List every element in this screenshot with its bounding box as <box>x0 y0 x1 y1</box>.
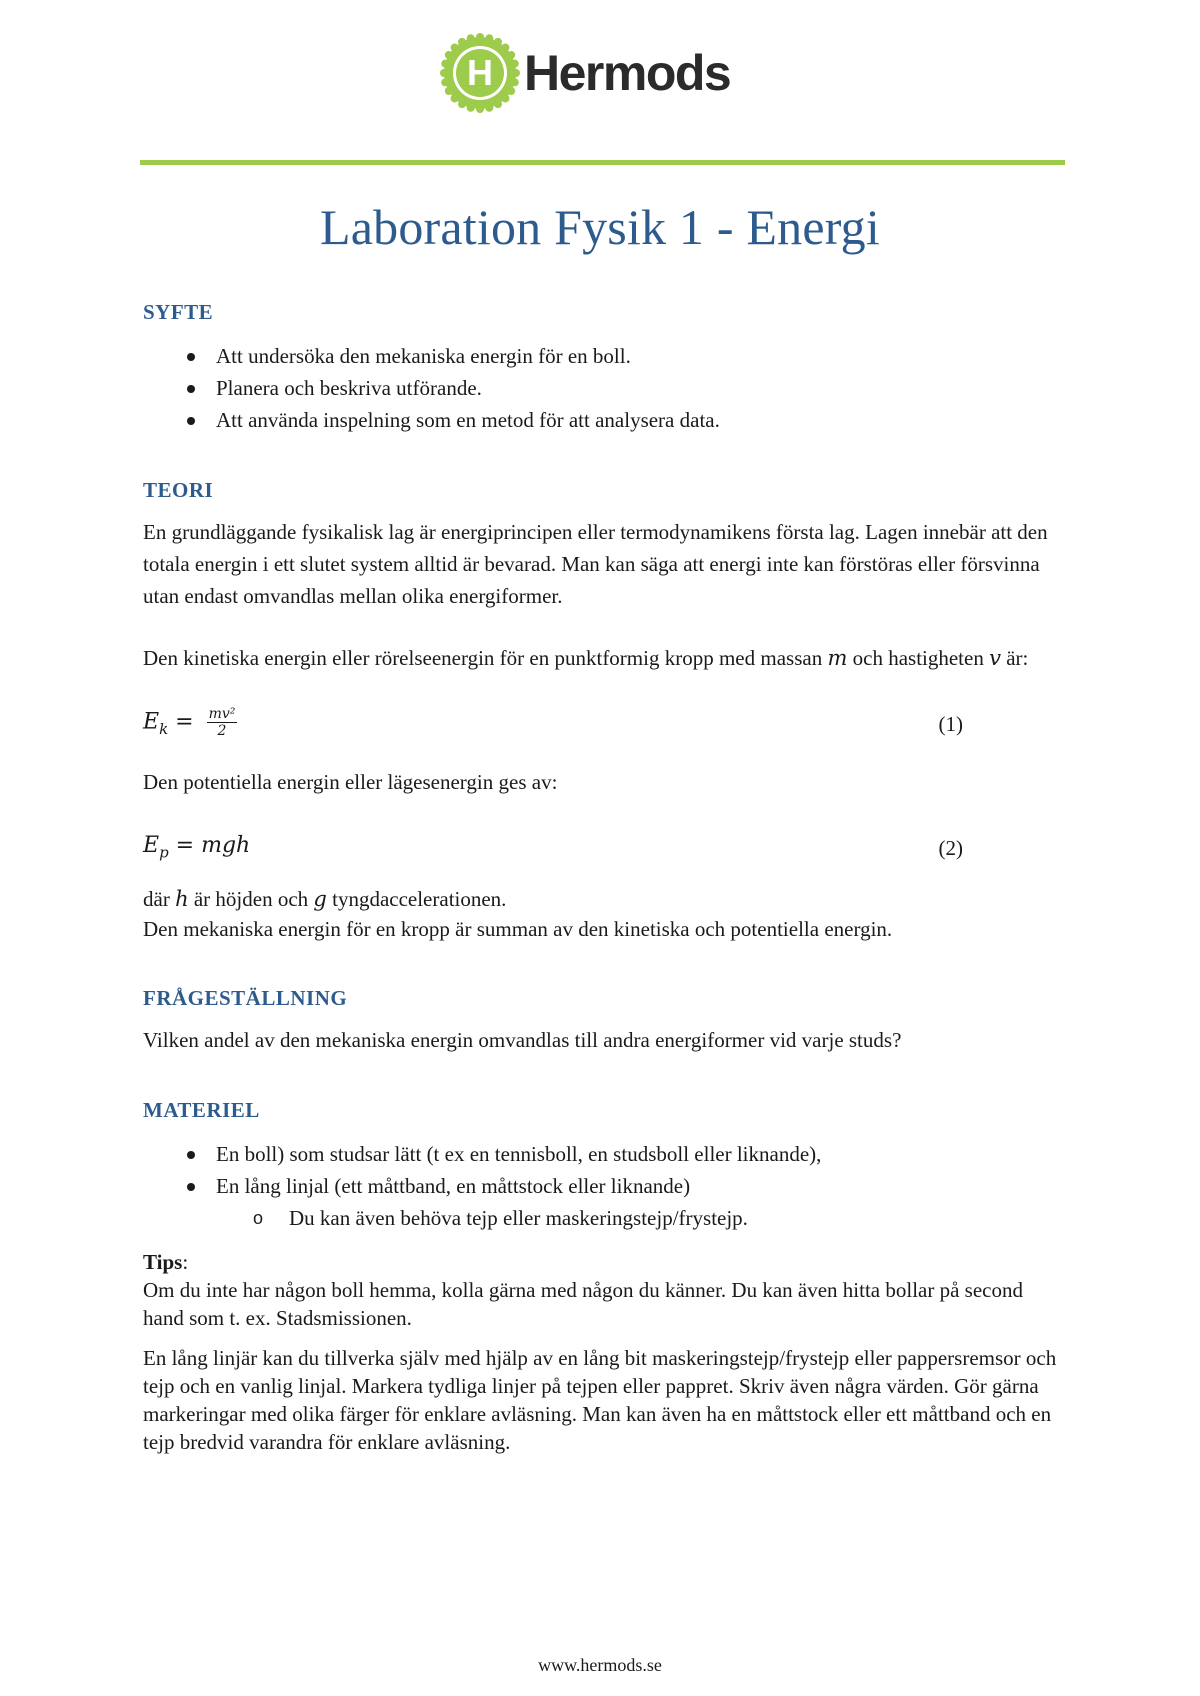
list-item: o Du kan även behöva tejp eller maskeringstejp/frystejp. <box>143 1202 1063 1234</box>
tips-heading: Tips: <box>143 1250 189 1274</box>
teori-paragraph-4: där h är höjden och g tyngdaccelerationen. <box>143 887 507 911</box>
list-item: Att använda inspelning som en metod för att analysera data. <box>143 404 1063 436</box>
heading-fragestallning: FRÅGESTÄLLNING <box>143 986 348 1010</box>
list-item: En boll) som studsar lätt (t ex en tennisboll, en studsboll eller liknande), <box>143 1138 1063 1170</box>
equation-kinetic: $E_k$ = $\frac{\text{mv²}}{2}$ (1) <box>143 706 963 739</box>
heading-syfte: SYFTE <box>143 300 214 324</box>
document-body <box>143 296 1063 1456</box>
hermods-wordmark: Hermods <box>524 45 731 101</box>
document-title: Laboration Fysik 1 - Energi <box>320 199 880 255</box>
list-item: Att undersöka den mekaniska energin för en boll. <box>143 340 1063 372</box>
heading-materiel: MATERIEL <box>143 1098 260 1122</box>
tips-paragraph-2: En lång linjär kan du tillverka själv med hjälp av en lång bit maskeringstejp/frystejp eller pappersremsor och tejp och en vanlig linjal. Markera tydliga linjer på tejpen eller pappret. Skriv även några värden. Gör gärna markeringar med olika färger för enklare avläsning. Man kan även ha en måttstock eller ett måttband och en tejp bredvid varandra för enklare avläsning. <box>143 1346 1057 1454</box>
header-rule <box>140 160 1065 165</box>
teori-paragraph-3: Den potentiella energin eller lägesenergin ges av: <box>143 770 558 794</box>
fragestallning-text: Vilken andel av den mekaniska energin omvandlas till andra energiformer vid varje studs? <box>143 1028 902 1052</box>
symbol-h: h <box>175 887 189 911</box>
heading-teori: TEORI <box>143 478 214 502</box>
equation-number-1: (1) <box>938 712 963 736</box>
tips-section <box>143 1248 1063 1456</box>
hermods-logo <box>440 30 730 116</box>
symbol-v: v <box>989 646 1001 670</box>
equation-number-2: (2) <box>938 836 963 860</box>
equation-potential: $E_p$ = mgh (2) <box>143 820 1063 880</box>
teori-paragraph-2: Den kinetiska energin eller rörelseenergin för en punktformig kropp med massan m och hastigheten v är: <box>143 646 1029 670</box>
hermods-seal-icon <box>440 33 520 113</box>
tips-paragraph-1: Om du inte har någon boll hemma, kolla gärna med någon du känner. Du kan även hitta bollar på second hand som t. ex. Stadsmissionen. <box>143 1278 1024 1330</box>
list-item: Planera och beskriva utförande. <box>143 372 1063 404</box>
teori-paragraph-5: Den mekaniska energin för en kropp är summan av den kinetiska och potentiella energin. <box>143 917 893 941</box>
list-item: En lång linjal (ett måttband, en måttstock eller liknande) <box>143 1170 1063 1202</box>
syfte-list <box>143 340 1063 436</box>
symbol-m: m <box>827 646 848 670</box>
symbol-g: g <box>313 887 327 911</box>
footer-url: www.hermods.se <box>538 1655 662 1675</box>
svg-text:H: H <box>467 52 493 93</box>
teori-paragraph-1: En grundläggande fysikalisk lag är energiprincipen eller termodynamikens första lag. Lagen innebär att den totala energin i ett slutet system alltid är bevarad. Man kan säga att energi inte kan förstöras eller försvinna utan endast omvandlas mellan olika energiformer. <box>143 520 1048 608</box>
materiel-list <box>143 1138 1063 1202</box>
materiel-sublist <box>143 1202 1063 1234</box>
